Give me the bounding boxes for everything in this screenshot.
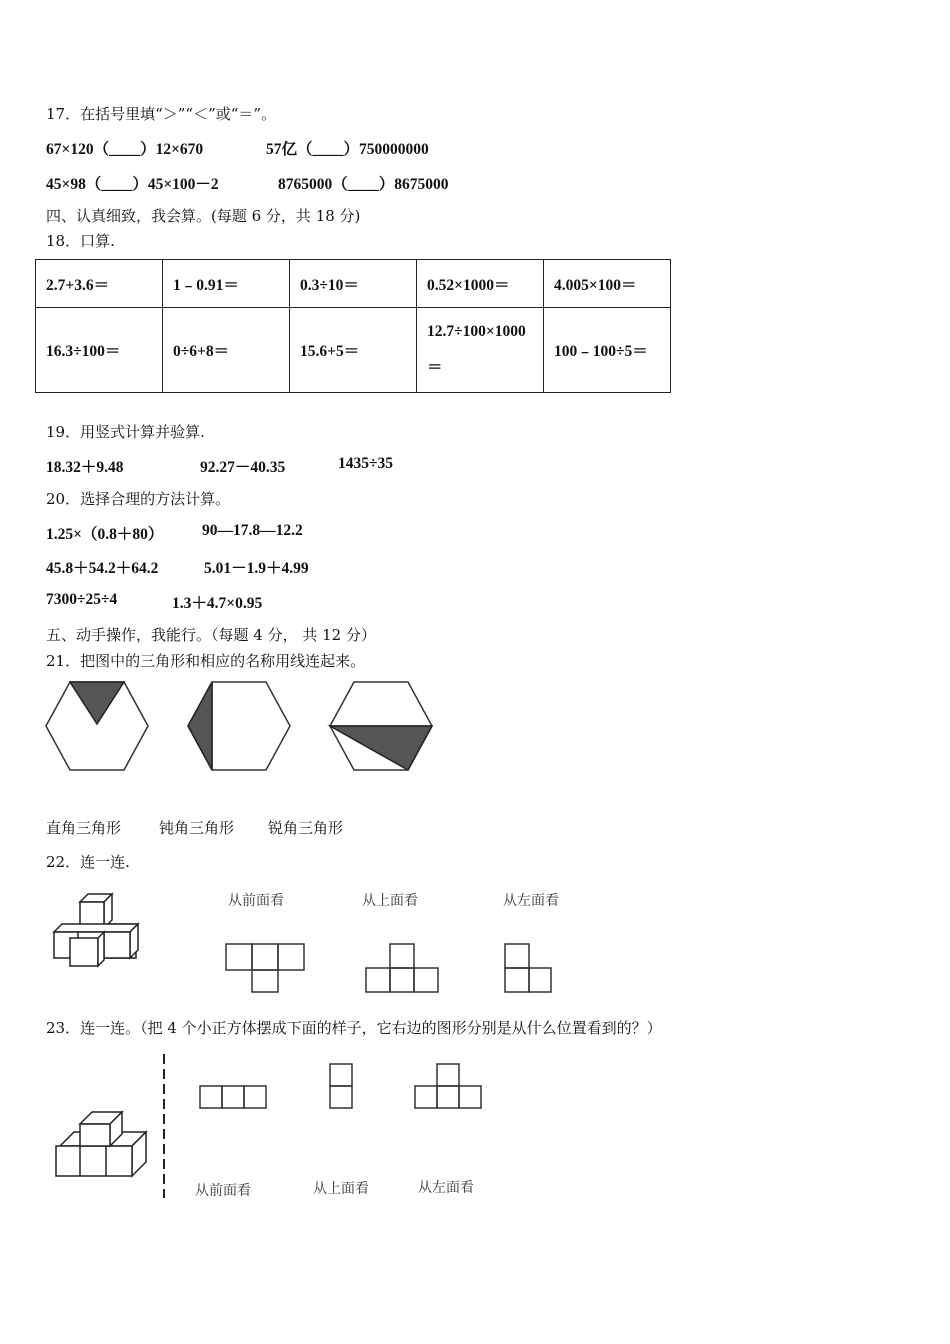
table-row: [36, 308, 671, 393]
table-cell: 4.005×100＝: [544, 260, 671, 308]
q19-title: 19．用竖式计算并验算.: [46, 423, 205, 441]
q22-cube-stack: [48, 888, 148, 970]
q22-view-label-top: 从上面看: [362, 893, 418, 909]
q20-title: 20．选择合理的方法计算。: [46, 490, 231, 508]
q17-item: 8765000（____）8675000: [278, 176, 449, 193]
table-cell: 0÷6+8＝: [163, 308, 290, 393]
q22-view-label-left: 从左面看: [503, 893, 559, 909]
q20-item: 45.8＋54.2＋64.2: [46, 560, 159, 577]
q17-item: 57亿（____）750000000: [266, 141, 429, 158]
q22-title: 22．连一连.: [46, 853, 130, 871]
q23-cube-stack: [56, 1112, 146, 1176]
section4-title: 四、认真细致，我会算。(每题 6 分，共 18 分): [46, 207, 361, 225]
q19-item: 18.32＋9.48: [46, 459, 124, 476]
table-cell: 16.3÷100＝: [36, 308, 163, 393]
q22-view-shapes: [220, 938, 570, 998]
hexagon-figure-2: [188, 682, 290, 770]
q20-item: 1.25×（0.8＋80）: [46, 526, 164, 543]
q23-shape-left: [415, 1064, 481, 1108]
q23-view-label-top: 从上面看: [313, 1181, 369, 1197]
table-cell: 15.6+5＝: [290, 308, 417, 393]
q22-shape-left: [505, 944, 551, 992]
q23-view-label-left: 从左面看: [418, 1180, 474, 1196]
q17-item: 67×120（____）12×670: [46, 141, 204, 158]
q23-view-label-front: 从前面看: [195, 1183, 251, 1199]
q17-title: 17．在括号里填“＞”“＜”或“＝”。: [46, 105, 277, 123]
q18-title: 18．口算.: [46, 232, 115, 250]
triangle-name-obtuse: 钝角三角形: [159, 819, 235, 837]
table-cell: 12.7÷100×1000＝: [417, 308, 544, 393]
q20-item: 90—17.8—12.2: [202, 522, 303, 539]
q20-item: 5.01－1.9＋4.99: [204, 560, 309, 577]
q19-item: 1435÷35: [338, 455, 394, 472]
q21-title: 21．把图中的三角形和相应的名称用线连起来。: [46, 652, 366, 670]
q22-view-label-front: 从前面看: [228, 893, 284, 909]
q22-shape-front: [226, 944, 304, 992]
q23-title: 23．连一连。（把 4 个小正方体摆成下面的样子，它右边的图形分别是从什么位置看到的？）: [46, 1019, 662, 1037]
table-cell: 1﹣0.91＝: [163, 260, 290, 308]
q22-shape-top: [366, 944, 438, 992]
table-cell: 100﹣100÷5＝: [544, 308, 671, 393]
table-row: [36, 260, 671, 308]
q20-item: 1.3＋4.7×0.95: [172, 595, 263, 612]
table-cell: 0.3÷10＝: [290, 260, 417, 308]
triangle-name-acute: 锐角三角形: [268, 819, 344, 837]
table-cell: 0.52×1000＝: [417, 260, 544, 308]
q19-item: 92.27－40.35: [200, 459, 286, 476]
q17-item: 45×98（____）45×100－2: [46, 176, 219, 193]
q18-calc-table: [35, 259, 671, 393]
triangle-name-right: 直角三角形: [46, 819, 122, 837]
q23-shape-front: [200, 1086, 266, 1108]
q21-hexagon-figures: [40, 676, 440, 776]
hexagon-figure-1: [46, 682, 148, 770]
q20-item: 7300÷25÷4: [46, 591, 118, 608]
section5-title: 五、动手操作，我能行。（每题 4 分， 共 12 分）: [46, 626, 376, 644]
table-cell: 2.7+3.6＝: [36, 260, 163, 308]
hexagon-figure-3: [330, 682, 432, 770]
q23-shape-top: [330, 1064, 352, 1108]
